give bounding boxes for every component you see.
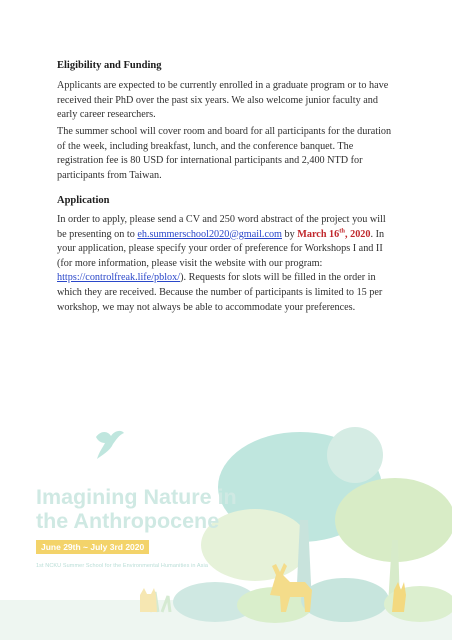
section-heading-eligibility: Eligibility and Funding [57,60,162,71]
deadline-suffix: th [339,227,346,235]
shrub [301,578,389,622]
email-link[interactable]: eh.summerschool2020@gmail.com [137,228,282,240]
deadline-main: March 16 [297,228,340,240]
application-text-b: by [281,228,298,240]
poster-title-line1: Imagining Nature in [36,485,237,509]
section-heading-application: Application [57,195,110,206]
poster-title-line2: the Anthropocene [36,509,220,533]
poster-title [36,485,237,533]
poster-subtitle: 1st NCKU Summer School for the Environmental Humanities in Asia [36,563,208,569]
application-text-c: . In your application, please specify your order of preference for Workshops I and II (for more information, please visit the website with our program: [57,228,385,269]
date-badge: June 29th ~ July 3rd 2020 [36,540,149,554]
cat-icon [140,588,157,612]
tree-canopy-small [327,427,383,483]
program-website-link[interactable]: https://controlfreak.life/pblox/ [57,272,181,284]
application-text-d: ). Requests for slots will be filled in the order in which they are received. Because the number of participants is limited to 15 per workshop, we may not always be able to accommodate your preferences. [57,272,383,313]
paragraph-eligibility: Applicants are expected to be currently enrolled in a graduate program or to have received their PhD over the past six years. We also welcome junior faculty and early career researchers. [57,80,389,121]
deadline-date [297,229,370,240]
dove-icon [96,431,124,459]
paragraph-funding: The summer school will cover room and board for all participants for the duration of the week, including breakfast, lunch, and the conference banquet. The registration fee is 80 USD for international participants and 2,400 NTD for participants from Taiwan. [57,126,392,181]
deadline-year: , 2020 [345,228,371,240]
paragraph-application [57,213,397,315]
application-text-a: In order to apply, please send a CV and 250 word abstract of the project you will be presenting on to [57,214,386,240]
